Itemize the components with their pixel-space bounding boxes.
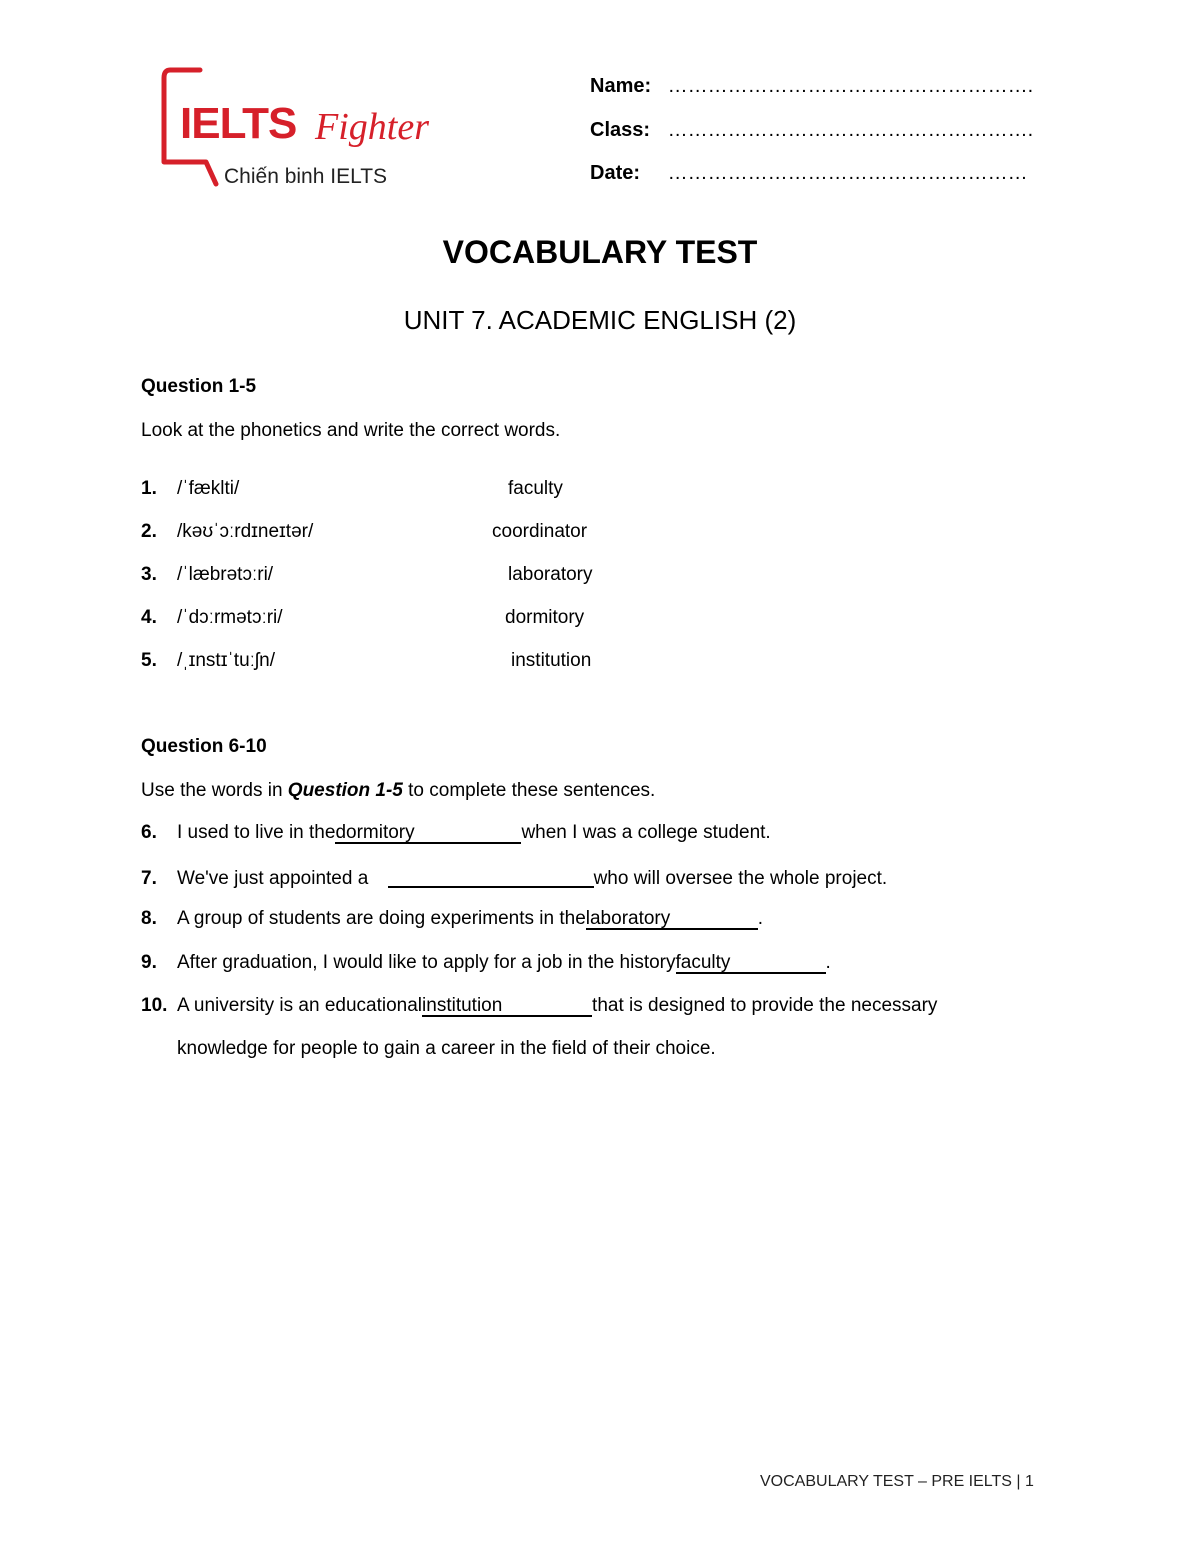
item-answer: laboratory	[508, 564, 593, 585]
item-number: 1.	[141, 478, 157, 499]
sentence-after: who will oversee the whole project.	[593, 868, 888, 889]
name-row	[590, 76, 1033, 96]
item-number: 10.	[141, 995, 168, 1016]
sentence-after: .	[825, 952, 831, 973]
sentence-item	[141, 823, 771, 844]
answer-blank[interactable]: laboratory	[586, 909, 758, 930]
sentence-item	[141, 909, 763, 930]
item-phonetic: /ˌɪnstɪˈtuːʃn/	[177, 650, 275, 671]
item-phonetic: /kəʊˈɔːrdɪneɪtər/	[177, 521, 314, 542]
item-phonetic: /ˈlæbrətɔːri/	[177, 564, 274, 585]
phonetic-item	[141, 651, 275, 670]
class-label: Class:	[590, 119, 651, 141]
item-number: 3.	[141, 564, 157, 585]
item-answer: coordinator	[492, 521, 588, 542]
answer-blank[interactable]: faculty	[676, 953, 826, 974]
item-answer: institution	[511, 650, 592, 671]
name-label: Name:	[590, 75, 652, 97]
sentence-before: We've just appointed a	[177, 868, 374, 889]
item-number: 6.	[141, 822, 157, 843]
date-row	[590, 163, 1028, 183]
item-number: 5.	[141, 650, 157, 671]
item-number: 9.	[141, 952, 157, 973]
class-row	[590, 120, 1033, 140]
item-phonetic: /ˈfækltі/	[177, 478, 240, 499]
sentence-before: I used to live in the	[177, 822, 336, 843]
answer-blank[interactable]: institution	[422, 996, 592, 1017]
sentence-item	[141, 953, 831, 974]
sentence-after: .	[757, 908, 764, 929]
sentence-after: that is designed to provide the necessary	[592, 995, 938, 1016]
answer-blank[interactable]	[388, 867, 594, 888]
date-field[interactable]: ………………………………………………	[667, 162, 1028, 184]
answer-blank[interactable]: dormitory	[335, 823, 521, 844]
phonetic-item	[141, 565, 273, 584]
logo-brand-script: Fighter	[315, 106, 429, 148]
item-number: 8.	[141, 908, 157, 929]
item-phonetic: /ˈdɔːrmətɔːri/	[177, 607, 283, 628]
name-field[interactable]: ……………………………………………….	[667, 75, 1034, 97]
sentence-before: A university is an educational	[177, 995, 423, 1016]
phonetic-item	[141, 479, 239, 498]
section2-heading: Question 6-10	[141, 736, 267, 757]
page-subtitle: UNIT 7. ACADEMIC ENGLISH (2)	[403, 305, 797, 335]
sentence-item	[141, 867, 887, 888]
instruction-reference: Question 1-5	[287, 780, 403, 801]
item-answer: dormitory	[505, 607, 585, 628]
sentence-item	[141, 996, 937, 1017]
item-number: 4.	[141, 607, 157, 628]
date-label: Date:	[590, 162, 641, 184]
class-field[interactable]: ……………………………………………….	[667, 119, 1034, 141]
phonetic-item	[141, 522, 313, 541]
item-answer: faculty	[508, 478, 563, 499]
sentence-after: when I was a college student.	[521, 822, 771, 843]
item-number: 7.	[141, 868, 157, 889]
section2-instruction	[141, 781, 655, 800]
section1-instruction: Look at the phonetics and write the correct words.	[141, 420, 561, 441]
section1-heading: Question 1-5	[141, 376, 257, 397]
sentence-continuation: knowledge for people to gain a career in the field of their choice.	[177, 1038, 716, 1059]
logo-tagline: Chiến binh IELTS	[224, 165, 388, 188]
sentence-before: After graduation, I would like to apply for a job in the history	[177, 952, 676, 973]
page-title: VOCABULARY TEST	[442, 234, 758, 270]
instruction-text: Use the words in	[141, 780, 288, 801]
sentence-before: A group of students are doing experiments in the	[177, 908, 586, 929]
ielts-fighter-logo	[160, 66, 460, 196]
instruction-text: to complete these sentences.	[402, 780, 656, 801]
phonetic-item	[141, 608, 283, 627]
item-number: 2.	[141, 521, 157, 542]
page-footer: VOCABULARY TEST – PRE IELTS | 1	[760, 1473, 1034, 1490]
logo-brand-main: IELTS	[180, 99, 297, 148]
